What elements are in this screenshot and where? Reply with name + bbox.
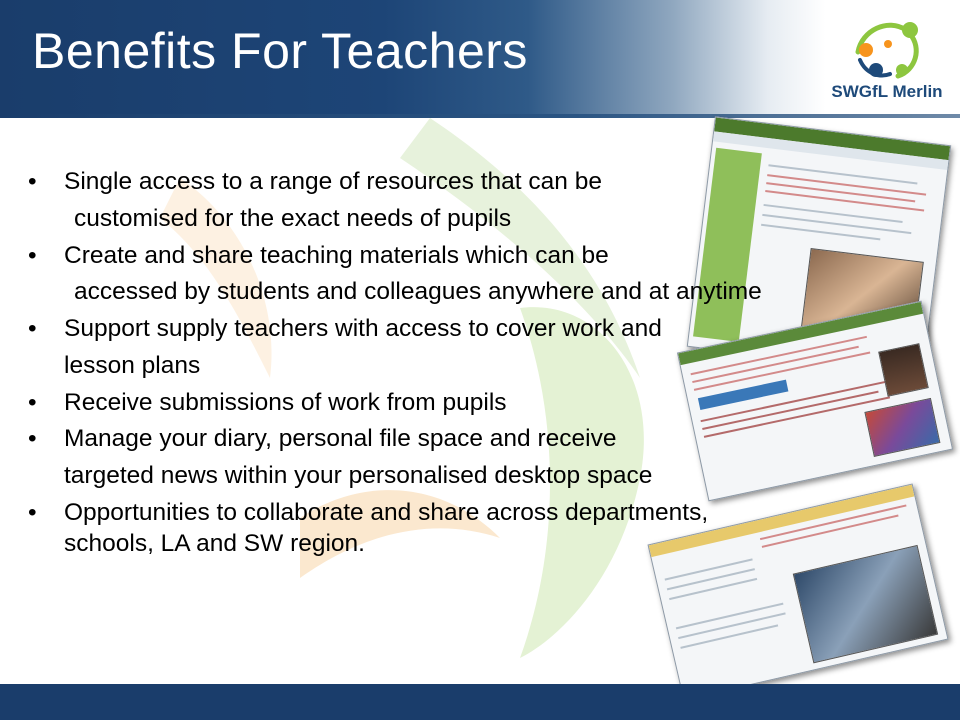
bullet-text: Receive submissions of work from pupils: [64, 388, 507, 416]
bullet-text: Manage your diary, personal file space and receive: [64, 425, 617, 453]
benefits-list: [28, 164, 928, 556]
header-rule: [0, 114, 960, 118]
bullet-symbol: •: [28, 388, 37, 416]
bullet-continuation: targeted news within your personalised desktop space: [64, 462, 653, 489]
bullet-symbol: •: [28, 315, 37, 342]
bullet-item: [28, 164, 928, 238]
bullet-symbol: •: [28, 168, 37, 195]
bullet-text: Opportunities to collaborate and share across departments,: [64, 498, 709, 526]
logo-text: SWGfL Merlin: [831, 82, 943, 101]
bullet-item: [28, 311, 928, 385]
bullet-continuation: schools, LA and SW region.: [64, 529, 365, 557]
footer-band: [0, 684, 960, 720]
bullet-symbol: •: [28, 241, 37, 269]
bullet-item: [28, 421, 928, 495]
bullet-symbol: •: [28, 498, 37, 526]
bullet-continuation: customised for the exact needs of pupils: [74, 204, 512, 232]
bullet-item: [28, 495, 928, 556]
bullet-continuation: lesson plans: [64, 351, 201, 379]
bullet-item: [28, 385, 928, 422]
bullet-text: Create and share teaching materials which can be: [64, 241, 609, 269]
bullet-item: [28, 238, 928, 312]
bullet-text: Single access to a range of resources that can be: [64, 168, 602, 195]
slide-title: Benefits For Teachers: [32, 23, 528, 79]
bullet-continuation: accessed by students and colleagues anywhere and at anytime: [74, 278, 762, 306]
bullet-symbol: •: [28, 425, 37, 453]
bullet-text: Support supply teachers with access to cover work and: [64, 315, 662, 342]
